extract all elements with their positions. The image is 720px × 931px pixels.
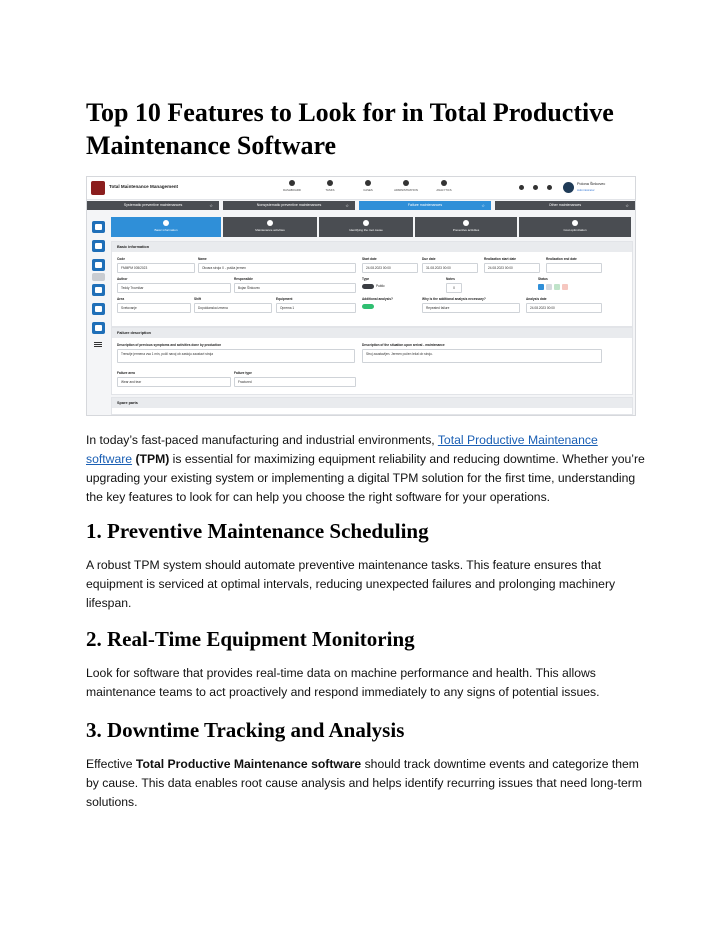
failure-area-select[interactable]: Wear and tear [117, 377, 231, 387]
analysis-date-field[interactable]: 24.08.2023 00:00 [526, 303, 602, 313]
previous-symptoms-label: Description of previous symptoms and activities done by production [117, 343, 222, 347]
failure-area-label: Failure area [117, 371, 135, 375]
user-name: Polona Šinkovec [577, 182, 606, 186]
previous-symptoms-field[interactable]: Trenutje jermena vsa 1 min, počil navoj ob zastoju zaustavi stroja [117, 349, 355, 363]
cost-icon [572, 220, 578, 226]
bell-icon[interactable] [533, 185, 538, 190]
name-field[interactable]: Okvara stroja X - pušča jermen [198, 263, 356, 273]
sidebar-item-pdf[interactable] [92, 240, 105, 252]
nav-analytics[interactable]: ANALYTICS [425, 180, 463, 198]
list-icon[interactable] [92, 339, 105, 351]
situation-field[interactable]: Stroj zaustavljen. Jermen počen ležal ob stroju. [362, 349, 602, 363]
user-role: Administrator [577, 188, 595, 192]
notes-count[interactable]: 0 [446, 283, 462, 293]
sidebar-item-tools[interactable] [92, 322, 105, 334]
section-body-3: Effective Total Productive Maintenance software should track downtime events and categorize them by cause. This data enables root cause analysis and helps identify recurring issues that need long-term solutions. [86, 757, 642, 809]
analytics-icon [441, 180, 447, 186]
sidebar-item-team[interactable] [92, 303, 105, 315]
sidebar-item-run[interactable] [92, 259, 105, 271]
tab-failure[interactable]: Failure maintenances ☆ [359, 201, 491, 210]
shield-icon [463, 220, 469, 226]
type-value: Public [376, 284, 385, 288]
folder-icon [95, 287, 102, 293]
author-label: Author [117, 277, 128, 281]
name-label: Name [198, 257, 207, 261]
team-icon [95, 306, 102, 312]
status-step-icon[interactable] [546, 284, 552, 290]
sidebar-item-blank[interactable] [92, 273, 105, 281]
code-field[interactable]: FMMPM 005/2023 [117, 263, 195, 273]
step-basic-information[interactable]: Basic information [111, 217, 221, 237]
status-stop-icon[interactable] [562, 284, 568, 290]
status-label: Status [538, 277, 548, 281]
nav-cases[interactable]: CASES [349, 180, 387, 198]
section-heading-3: 3. Downtime Tracking and Analysis [86, 718, 405, 742]
pdf-icon [95, 243, 102, 249]
step-preventive-activities[interactable]: Preventive activities [415, 217, 517, 237]
nav-administration[interactable]: ADMINISTRATION [387, 180, 425, 198]
tab-systematic[interactable]: Systematic preventive maintenances ☆ [87, 201, 219, 210]
tab-nonsystematic[interactable]: Nonsystematic preventive maintenances ☆ [223, 201, 355, 210]
sidebar-item-folder[interactable] [92, 284, 105, 296]
failure-type-select[interactable]: Fractured [234, 377, 356, 387]
why-label: Why is the additional analysis necessary? [422, 297, 486, 301]
section-body-1: A robust TPM system should automate preventive maintenance tasks. This feature ensures that equipment is serviced at optimal intervals, reducing unexpected failures and prolonging machinery lifespan. [86, 558, 616, 610]
realization-start-field[interactable]: 24.08.2023 00:00 [484, 263, 540, 273]
responsible-label: Responsible [234, 277, 253, 281]
due-date-label: Due date [422, 257, 436, 261]
play-icon [163, 220, 169, 226]
mail-icon [95, 224, 102, 230]
responsible-select[interactable]: Bojan Šinkovec [234, 283, 356, 293]
sidebar-item-mail[interactable] [92, 221, 105, 233]
start-date-label: Start date [362, 257, 377, 261]
type-toggle[interactable] [362, 284, 374, 289]
shift-select[interactable]: Dopoldanska izmena [194, 303, 272, 313]
failure-type-label: Failure type [234, 371, 252, 375]
situation-label: Description of the situation upon arrival - maintenance [362, 343, 445, 347]
spare-parts-panel [111, 397, 633, 415]
star-icon[interactable]: ☆ [209, 203, 213, 208]
basic-information-panel [111, 241, 633, 327]
realization-start-label: Realization start date [484, 257, 517, 261]
panel-header: Spare parts [112, 398, 632, 408]
wrench-icon [267, 220, 273, 226]
nav-tasks[interactable]: TASKS [311, 180, 349, 198]
administration-icon [403, 180, 409, 186]
type-label: Type [362, 277, 370, 281]
dashboard-icon [289, 180, 295, 186]
status-play-icon[interactable] [538, 284, 544, 290]
area-label: Area [117, 297, 125, 301]
info-icon[interactable] [519, 185, 524, 190]
question-icon [363, 220, 369, 226]
maintenance-tabs [87, 201, 635, 210]
realization-end-field[interactable] [546, 263, 602, 273]
embedded-screenshot [86, 176, 636, 416]
section-heading-2: 2. Real-Time Equipment Monitoring [86, 627, 415, 651]
panel-header: Failure description [112, 328, 632, 338]
star-icon[interactable]: ☆ [625, 203, 629, 208]
calendar-icon[interactable] [547, 185, 552, 190]
area-select[interactable]: Svetovanje [117, 303, 191, 313]
why-select[interactable]: Repeated failure [422, 303, 520, 313]
due-date-field[interactable]: 31.08.2023 00:00 [422, 263, 478, 273]
step-cost-optimization[interactable]: Cost optimization [519, 217, 631, 237]
additional-analysis-toggle[interactable] [362, 304, 374, 309]
tab-other[interactable]: Other maintenances ☆ [495, 201, 635, 210]
start-date-field[interactable]: 24.08.2023 00:00 [362, 263, 418, 273]
analysis-date-label: Analysis date [526, 297, 547, 301]
notes-label: Notes [446, 277, 455, 281]
status-done-icon[interactable] [554, 284, 560, 290]
panel-header: Basic information [112, 242, 632, 252]
realization-end-label: Realization end date [546, 257, 577, 261]
person-run-icon [95, 262, 102, 268]
nav-dashboard[interactable]: DASHBOARD [273, 180, 311, 198]
app-name: Total Maintenance Management [109, 184, 179, 189]
author-select[interactable]: Teddy Trovnikar [117, 283, 231, 293]
code-label: Code [117, 257, 125, 261]
section-heading-1: 1. Preventive Maintenance Scheduling [86, 519, 429, 543]
tools-icon [95, 325, 102, 331]
app-header [87, 177, 635, 200]
failure-description-panel [111, 327, 633, 395]
page-title: Top 10 Features to Look for in Total Productive Maintenance Software [86, 98, 614, 160]
shift-label: Shift [194, 297, 202, 301]
intro-paragraph: In today’s fast-paced manufacturing and industrial environments, Total Productive Maintenance software (TPM) is essential for maximizing equipment reliability and reducing downtime. Whether you’re upgrading your existing system or implementing a digital TPM solution for the first time, understanding the key features to look for can help you choose the right software for your operations. [86, 433, 645, 504]
equipment-label: Equipment [276, 297, 293, 301]
step-root-cause[interactable]: Identifying the root cause [319, 217, 413, 237]
avatar[interactable] [563, 182, 574, 193]
additional-analysis-label: Additional analysis? [362, 297, 393, 301]
cases-icon [365, 180, 371, 186]
equipment-select[interactable]: Oprema 1 [276, 303, 356, 313]
step-maintenance-activities[interactable]: Maintenance activities [223, 217, 317, 237]
tasks-icon [327, 180, 333, 186]
star-icon[interactable]: ☆ [481, 203, 485, 208]
star-icon[interactable]: ☆ [345, 203, 349, 208]
sidebar [89, 213, 107, 413]
process-steps [111, 217, 631, 237]
brand-logo-icon [91, 181, 105, 195]
section-body-2: Look for software that provides real-time data on machine performance and health. This allows maintenance teams to act proactively and respond immediately to any signs of potential issues. [86, 666, 600, 699]
tpm-software-link[interactable]: Total Productive Maintenance software [86, 433, 598, 466]
